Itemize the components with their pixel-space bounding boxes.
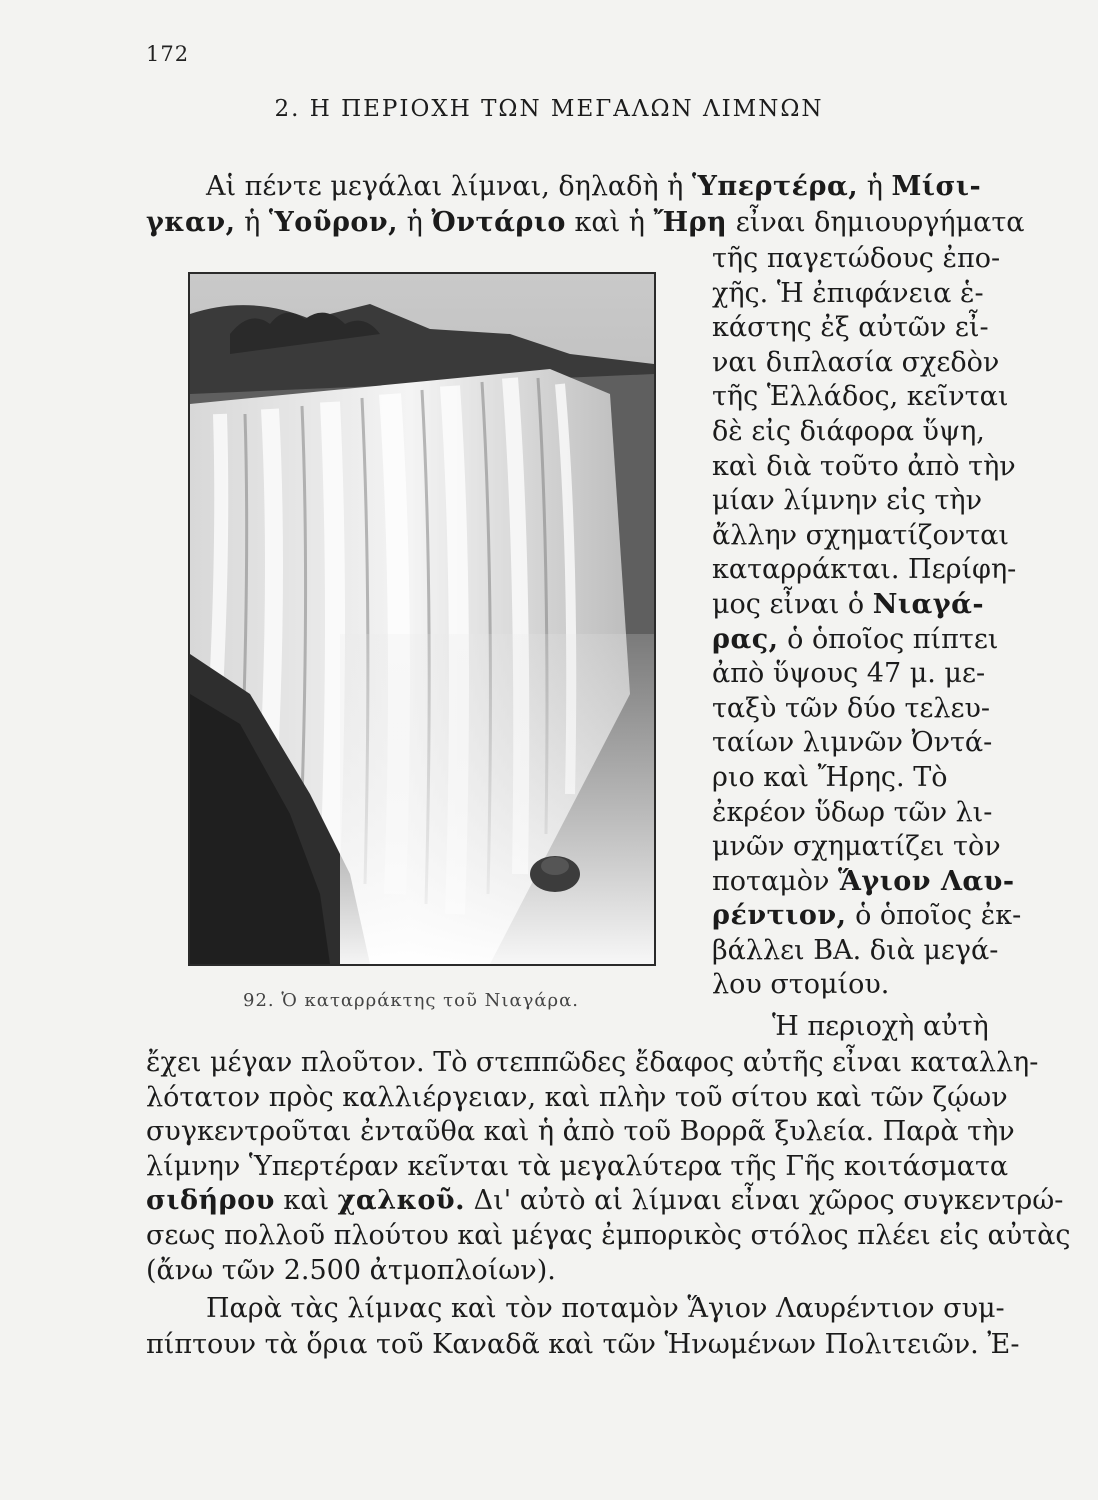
paragraph-3: [206, 1292, 1005, 1327]
bold-term-iron: σιδήρου: [146, 1185, 275, 1217]
text-line: συγκεντροῦται ἐνταῦθα καὶ ἡ ἀπὸ τοῦ Βορρᾶ ξυλεία. Παρὰ τὴν: [146, 1116, 1015, 1148]
text-line: μος εἶναι ὁ Νιαγά-: [712, 588, 985, 620]
bold-term-michigan: Μίσι-: [891, 171, 982, 202]
text-line: καὶ διὰ τοῦτο ἀπὸ τὴν: [712, 450, 1016, 482]
paragraph-2: [146, 1046, 1071, 1288]
bold-term-copper: χαλκοῦ.: [337, 1185, 466, 1217]
text-line: ταξὺ τῶν δύο τελευ-: [712, 692, 991, 724]
text-line: λίμνην Ὑπερτέραν κεῖνται τὰ μεγαλύτερα τῆς Γῆς κοιτάσματα: [146, 1150, 1009, 1182]
text-line: ἄλλην σχηματίζονται: [712, 519, 1009, 551]
text-line: βάλλει ΒΑ. διὰ μεγά-: [712, 934, 999, 966]
figure-caption: 92. Ὁ καταρράκτης τοῦ Νιαγάρα.: [243, 990, 579, 1011]
text-line: κάστης ἐξ αὐτῶν εἶ-: [712, 312, 989, 344]
waterfall-illustration: [190, 274, 654, 964]
text-line: χῆς. Ἡ ἐπιφάνεια ἑ-: [712, 277, 984, 309]
bold-term-michigan-end: γκαν,: [146, 207, 236, 238]
bold-term-superior: Ὑπερτέρα,: [691, 171, 859, 202]
paragraph-1-line2: [146, 206, 1025, 241]
paragraph-3-cont: [146, 1328, 1020, 1363]
bold-term-ontario: Ὀντάριο: [431, 207, 566, 238]
text-line: ἐκρέον ὕδωρ τῶν λι-: [712, 796, 993, 828]
text-line: μνῶν σχηματίζει τὸν: [712, 831, 1001, 863]
text-line: τῆς παγετώδους ἐπο-: [712, 243, 1001, 274]
text-line: ἀπὸ ὕψους 47 μ. με-: [712, 658, 986, 690]
text-line: ρέντιον, ὁ ὁποῖος ἐκ-: [712, 900, 1022, 932]
bold-term-huron: Ὑοῦρον,: [268, 207, 399, 238]
text-line: μίαν λίμνην εἰς τὴν: [712, 485, 982, 517]
text-line: ρας, ὁ ὁποῖος πίπτει: [712, 623, 999, 655]
waterfall-photo: [188, 272, 656, 966]
text-line: λότατον πρὸς καλλιέργειαν, καὶ πλὴν τοῦ σίτου καὶ τῶν ζῴων: [146, 1081, 1008, 1113]
bold-term-erie: Ἤρη: [653, 207, 728, 238]
text-line: Παρὰ τὰς λίμνας καὶ τὸν ποταμὸν Ἅγιον Λαυρέντιον συμ-: [206, 1293, 1005, 1324]
text-line: λου στομίου.: [712, 969, 890, 1001]
text-line: ποταμὸν Ἅγιον Λαυ-: [712, 865, 1015, 897]
text-line: (ἄνω τῶν 2.500 ἀτμοπλοίων).: [146, 1254, 556, 1286]
text-line: πίπτουν τὰ ὅρια τοῦ Καναδᾶ καὶ τῶν Ἡνωμένων Πολιτειῶν. Ἐ-: [146, 1329, 1020, 1360]
text-line: σιδήρου καὶ χαλκοῦ. Δι' αὐτὸ αἱ λίμναι εἶναι χῶρος συγκεντρώ-: [146, 1185, 1064, 1217]
text-line: ταίων λιμνῶν Ὀντά-: [712, 727, 993, 759]
bold-term-st-lawrence-end: ρέντιον,: [712, 900, 847, 932]
text-line: δὲ εἰς διάφορα ὕψη,: [712, 415, 985, 447]
text-line: καταρράκται. Περίφη-: [712, 554, 1017, 586]
paragraph-1-intro: [206, 170, 1000, 205]
text-line: ναι διπλασία σχεδὸν: [712, 346, 1000, 378]
bold-term-st-lawrence: Ἅγιον Λαυ-: [837, 865, 1015, 897]
text-line: ριο καὶ Ἤρης. Τὸ: [712, 761, 948, 793]
text-line: Αἱ πέντε μεγάλαι λίμναι, δηλαδὴ ἡ Ὑπερτέρα, ἡ Μίσι-: [206, 171, 982, 202]
text-line: Ἡ περιοχὴ αὐτὴ: [772, 1011, 989, 1042]
section-heading: 2. Η ΠΕΡΙΟΧΗ ΤΩΝ ΜΕΓΑΛΩΝ ΛΙΜΝΩΝ: [274, 96, 824, 122]
paragraph-2-start: [772, 1010, 1000, 1045]
text-line: ἔχει μέγαν πλοῦτον. Τὸ στεππῶδες ἔδαφος αὐτῆς εἶναι καταλλη-: [146, 1047, 1039, 1078]
bold-term-niagara: Νιαγά-: [872, 588, 985, 620]
text-line: τῆς Ἑλλάδος, κεῖνται: [712, 381, 1009, 413]
paragraph-1-narrow-column: [712, 242, 1022, 1003]
text-line: γκαν, ἡ Ὑοῦρον, ἡ Ὀντάριο καὶ ἡ Ἤρη εἶναι δημιουργήματα: [146, 207, 1025, 238]
bold-term-niagara-end: ρας,: [712, 623, 779, 655]
text-line: σεως πολλοῦ πλούτου καὶ μέγας ἐμπορικὸς στόλος πλέει εἰς αὐτὰς: [146, 1219, 1071, 1251]
page-number: 172: [146, 42, 190, 66]
